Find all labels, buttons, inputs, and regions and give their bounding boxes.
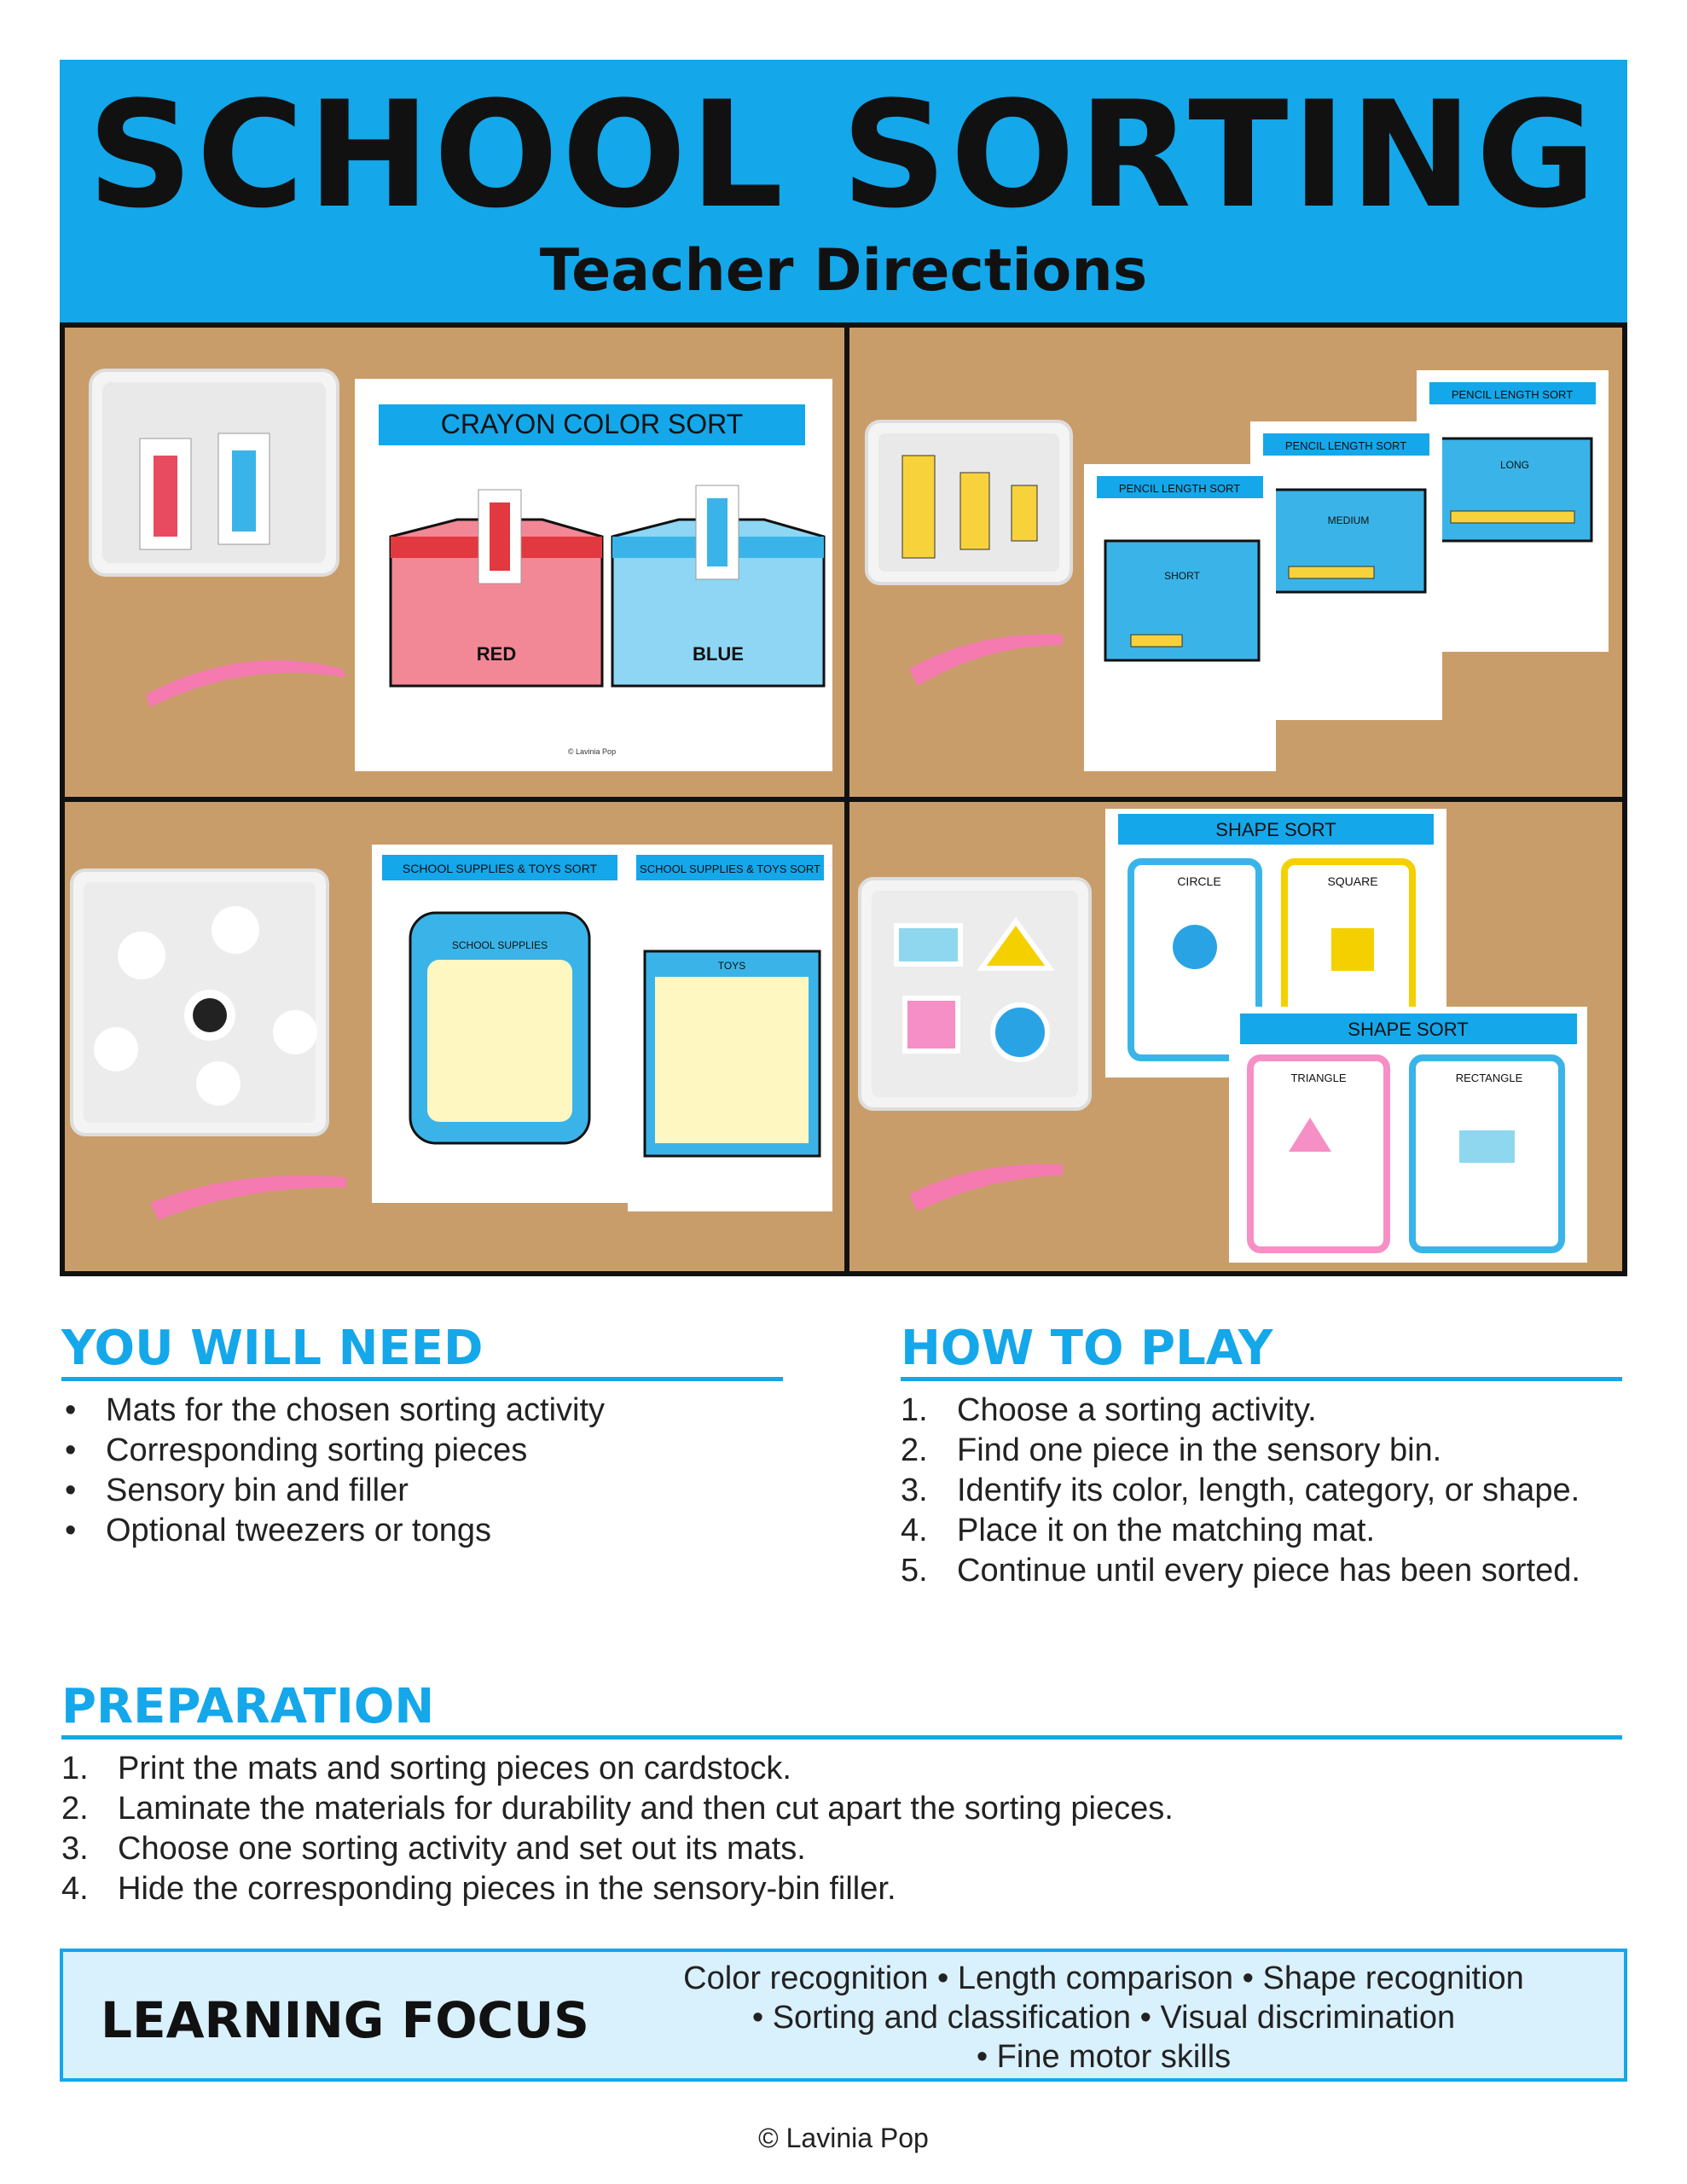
step-text: Identify its color, length, category, or shape. xyxy=(957,1472,1580,1508)
copyright-footer: © Lavinia Pop xyxy=(758,2123,929,2153)
photo-crayon-color-sort xyxy=(65,328,844,797)
toys-mat-title: SCHOOL SUPPLIES & TOYS SORT xyxy=(640,863,820,875)
how-to-play-heading: HOW TO PLAY xyxy=(901,1321,1273,1376)
learning-focus-text xyxy=(592,1959,1615,2077)
how-to-play-rule xyxy=(901,1377,1622,1381)
photo-grid xyxy=(60,322,1627,1276)
supplies-toys-illustration xyxy=(65,802,844,1271)
step-number: 4. xyxy=(61,1871,89,1907)
you-will-need-heading: YOU WILL NEED xyxy=(61,1321,484,1376)
list-item xyxy=(61,1431,795,1471)
step-number: 1. xyxy=(61,1751,89,1786)
list-item xyxy=(901,1391,1622,1431)
how-to-play-list xyxy=(901,1391,1622,1591)
crayon-mat-title: CRAYON COLOR SORT xyxy=(440,409,744,439)
photo-pencil-length-sort xyxy=(849,328,1622,797)
step-number: 2. xyxy=(901,1432,928,1468)
step-text: Continue until every piece has been sorted. xyxy=(957,1553,1580,1589)
crayon-mat-credit: © Lavinia Pop xyxy=(567,747,617,756)
step-text: Choose a sorting activity. xyxy=(957,1392,1317,1428)
list-item xyxy=(61,1471,795,1511)
preparation-rule xyxy=(61,1735,1622,1740)
title-banner xyxy=(60,60,1627,322)
step-text: Hide the corresponding pieces in the sensory-bin filler. xyxy=(118,1871,896,1907)
step-number: 5. xyxy=(901,1553,928,1589)
bullet: • xyxy=(65,1472,77,1508)
step-text: Place it on the matching mat. xyxy=(957,1513,1376,1548)
list-item xyxy=(901,1551,1622,1591)
pencil-mat-title-short: PENCIL LENGTH SORT xyxy=(1118,482,1241,495)
bullet: • xyxy=(65,1392,77,1428)
long-label: LONG xyxy=(1499,459,1530,471)
shape-sort-illustration xyxy=(849,802,1622,1271)
pencil-sort-illustration xyxy=(849,328,1622,797)
bullet: • xyxy=(65,1513,77,1548)
square-label: SQUARE xyxy=(1327,874,1378,888)
pencil-mat-title-long: PENCIL LENGTH SORT xyxy=(1451,388,1574,401)
shape-mat-title-1: SHAPE SORT xyxy=(1215,819,1336,840)
list-item xyxy=(61,1789,1622,1829)
toys-label: TOYS xyxy=(717,960,746,972)
step-number: 1. xyxy=(901,1392,928,1428)
blue-label: BLUE xyxy=(693,643,744,665)
list-item xyxy=(61,1829,1622,1869)
circle-label: CIRCLE xyxy=(1177,874,1221,888)
list-item xyxy=(61,1391,795,1431)
need-text: Corresponding sorting pieces xyxy=(106,1432,528,1468)
need-text: Mats for the chosen sorting activity xyxy=(106,1392,606,1428)
needs-list xyxy=(61,1391,795,1551)
bullet: • xyxy=(65,1432,77,1468)
step-number: 3. xyxy=(61,1831,89,1867)
short-label: SHORT xyxy=(1164,570,1200,582)
need-text: Sensory bin and filler xyxy=(106,1472,409,1508)
step-text: Print the mats and sorting pieces on cardstock. xyxy=(118,1751,791,1786)
preparation-list xyxy=(61,1749,1622,1909)
list-item xyxy=(901,1511,1622,1551)
learning-focus-box xyxy=(60,1949,1627,2082)
list-item xyxy=(61,1749,1622,1789)
list-item xyxy=(61,1869,1622,1909)
supplies-mat-title: SCHOOL SUPPLIES & TOYS SORT xyxy=(402,862,598,875)
shape-mat-title-2: SHAPE SORT xyxy=(1348,1019,1469,1040)
supplies-label: SCHOOL SUPPLIES xyxy=(451,939,548,951)
rectangle-label: RECTANGLE xyxy=(1455,1072,1523,1084)
you-will-need-rule xyxy=(61,1377,783,1381)
photo-shape-sort xyxy=(849,802,1622,1271)
list-item xyxy=(61,1511,795,1551)
list-item xyxy=(901,1471,1622,1511)
medium-label: MEDIUM xyxy=(1327,514,1370,526)
list-item xyxy=(901,1431,1622,1471)
step-number: 3. xyxy=(901,1472,928,1508)
pencil-mat-title-medium: PENCIL LENGTH SORT xyxy=(1284,439,1407,452)
triangle-label: TRIANGLE xyxy=(1290,1072,1347,1084)
learning-focus-line: Color recognition • Length comparison • Shape recognition xyxy=(683,1960,1524,1996)
page-title: SCHOOL SORTING xyxy=(87,69,1600,241)
step-text: Choose one sorting activity and set out its mats. xyxy=(118,1831,806,1867)
page-subtitle: Teacher Directions xyxy=(539,237,1148,305)
learning-focus-label: LEARNING FOCUS xyxy=(101,1991,589,2049)
learning-focus-line: • Fine motor skills xyxy=(976,2039,1232,2075)
red-label: RED xyxy=(476,643,517,665)
crayon-sort-illustration xyxy=(65,328,844,797)
need-text: Optional tweezers or tongs xyxy=(106,1513,492,1548)
step-number: 2. xyxy=(61,1791,89,1827)
step-text: Find one piece in the sensory bin. xyxy=(957,1432,1442,1468)
step-number: 4. xyxy=(901,1513,928,1548)
learning-focus-line: • Sorting and classification • Visual discrimination xyxy=(751,2000,1456,2036)
step-text: Laminate the materials for durability and then cut apart the sorting pieces. xyxy=(118,1791,1174,1827)
photo-supplies-toys-sort xyxy=(65,802,844,1271)
preparation-heading: PREPARATION xyxy=(61,1679,435,1734)
